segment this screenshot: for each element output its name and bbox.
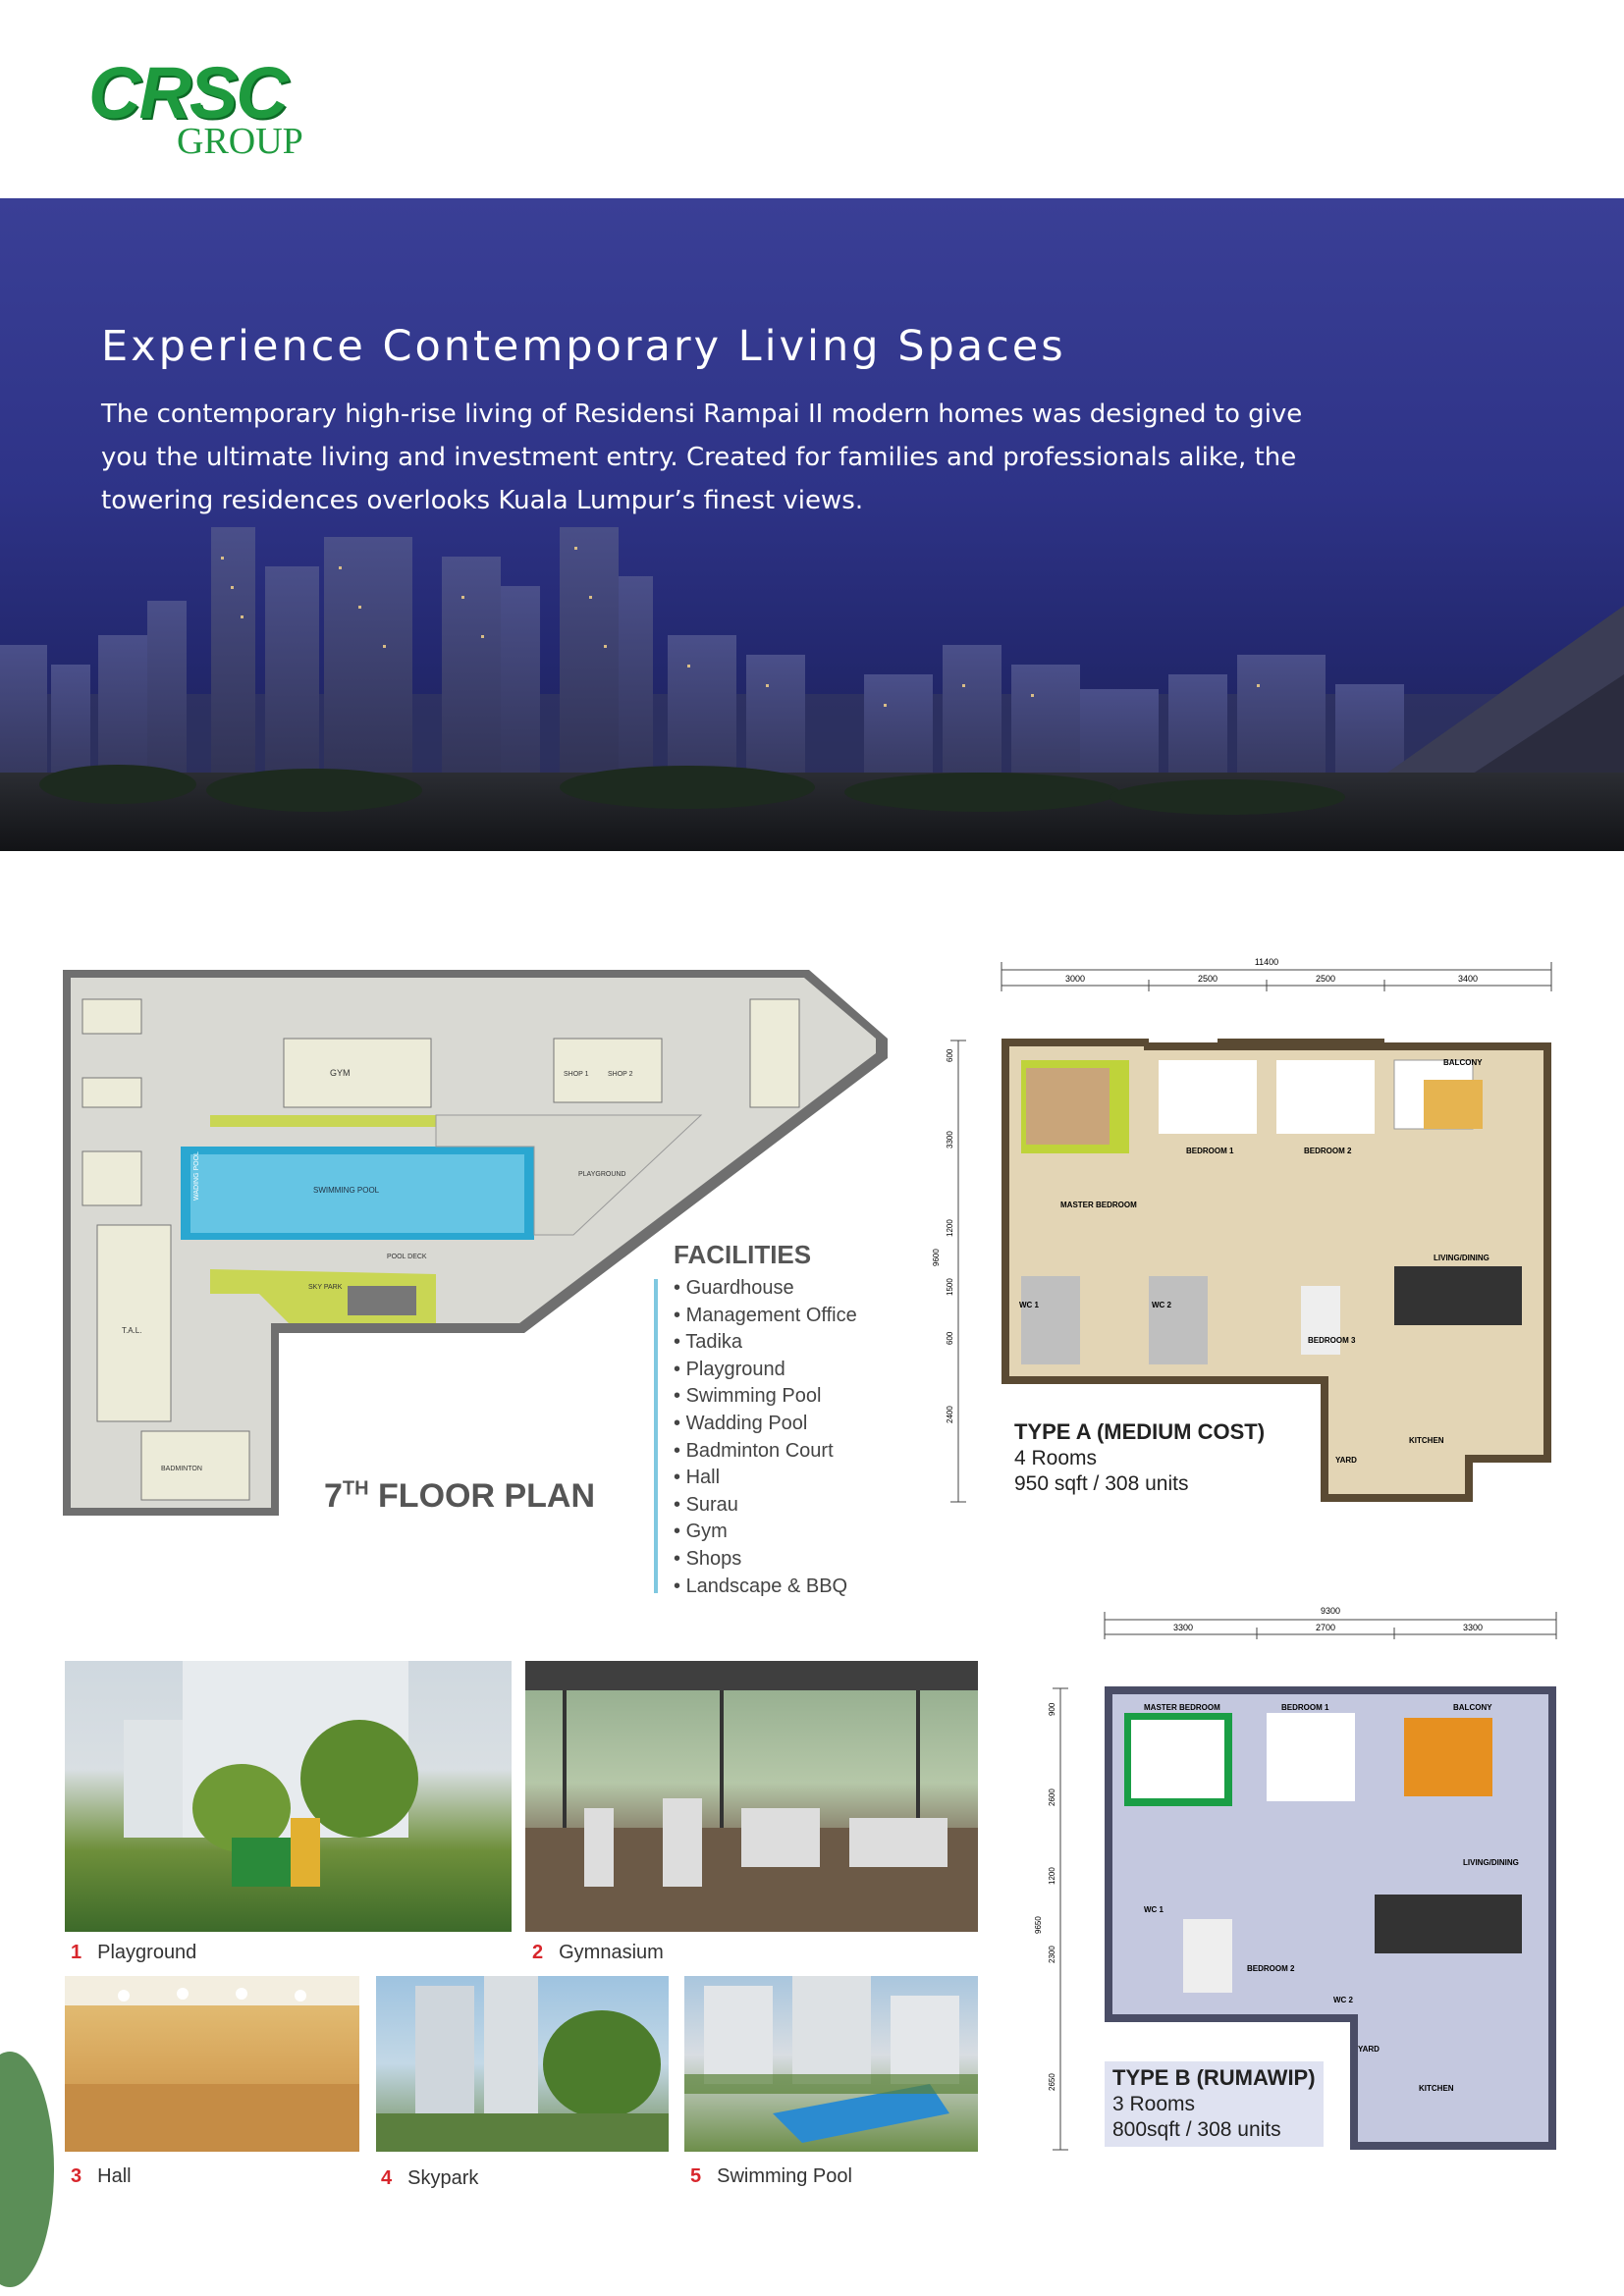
b-room-bedroom1: BEDROOM 1: [1281, 1703, 1329, 1712]
b-dim-left-2: 2600: [1048, 1789, 1056, 1806]
facility-item: • Guardhouse: [674, 1275, 857, 1303]
label-playground: PLAYGROUND: [578, 1171, 626, 1178]
dim-top-total: 11400: [1254, 957, 1279, 967]
facility-item: • Management Office: [674, 1303, 857, 1330]
dim-top-4: 3400: [1457, 974, 1479, 984]
logo-subtitle: GROUP: [177, 121, 303, 162]
b-dim-top-1: 3300: [1172, 1623, 1194, 1632]
b-dim-left-total: 9650: [1034, 1916, 1043, 1934]
b-room-yard: YARD: [1358, 2045, 1380, 2054]
label-wading: WADING POOL: [193, 1151, 200, 1201]
room-master: MASTER BEDROOM: [1060, 1201, 1137, 1209]
label-pooldeck: POOL DECK: [387, 1254, 427, 1260]
b-room-wc2: WC 2: [1333, 1996, 1353, 2004]
floor-plan-title: 7TH FLOOR PLAN: [324, 1477, 596, 1515]
decorative-tree-graphic: [0, 2022, 69, 2296]
unit-a-name: TYPE A (MEDIUM COST): [1014, 1419, 1266, 1444]
dim-top-1: 3000: [1064, 974, 1086, 984]
label-shop1: SHOP 1: [564, 1071, 589, 1078]
b-room-living: LIVING/DINING: [1463, 1858, 1519, 1867]
facility-item: • Tadika: [674, 1329, 857, 1357]
b-room-balcony: BALCONY: [1453, 1703, 1492, 1712]
unit-type-b-plan: [1021, 1600, 1576, 2155]
hero-description: The contemporary high-rise living of Residensi Rampai II modern homes was designed to give you the ultimate living and investment entry. Created for families and professionals alike, the towering residences overlooks Kuala Lumpur’s finest views.: [101, 400, 1303, 515]
caption-gymnasium: 2 Gymnasium: [532, 1942, 664, 1963]
room-bedroom3: BEDROOM 3: [1308, 1336, 1356, 1345]
b-room-master: MASTER BEDROOM: [1144, 1703, 1220, 1712]
caption-playground: 1 Playground: [71, 1942, 197, 1963]
facilities-items: [674, 1275, 857, 1600]
label-gym: GYM: [330, 1068, 351, 1078]
facilities-accent-bar: [654, 1279, 658, 1593]
hero-title: Experience Contemporary Living Spaces: [101, 322, 1066, 371]
facility-item: • Hall: [674, 1465, 857, 1492]
b-room-kitchen: KITCHEN: [1419, 2084, 1454, 2093]
label-skypark: SKY PARK: [308, 1284, 343, 1291]
dim-left-6: 2400: [946, 1406, 954, 1423]
dim-left-5: 600: [946, 1331, 954, 1345]
photo-hall: [65, 1976, 359, 2152]
dim-left-4: 1500: [946, 1278, 954, 1296]
b-dim-top-3: 3300: [1462, 1623, 1484, 1632]
logo-wordmark: CRSC: [88, 52, 287, 133]
unit-a-size: 950 sqft / 308 units: [1014, 1472, 1189, 1495]
caption-skypark: 4 Skypark: [381, 2167, 479, 2189]
caption-hall: 3 Hall: [71, 2165, 132, 2187]
unit-b-label: [1105, 2061, 1324, 2147]
caption-swimming-pool: 5 Swimming Pool: [690, 2165, 852, 2187]
facility-item: • Badminton Court: [674, 1438, 857, 1466]
room-kitchen: KITCHEN: [1409, 1436, 1444, 1445]
dim-top-2: 2500: [1197, 974, 1218, 984]
b-dim-left-1: 900: [1048, 1702, 1056, 1716]
facility-item: • Landscape & BBQ: [674, 1574, 857, 1601]
label-hall: T.A.L.: [122, 1326, 142, 1335]
unit-b-rooms: 3 Rooms: [1112, 2093, 1196, 2115]
unit-type-a-plan: [923, 952, 1571, 1512]
room-bedroom1: BEDROOM 1: [1186, 1147, 1234, 1155]
b-dim-left-5: 2650: [1048, 2073, 1056, 2091]
facility-item: • Playground: [674, 1357, 857, 1384]
dim-left-2: 3300: [946, 1131, 954, 1148]
crsc-logo: [88, 52, 353, 165]
room-wc2: WC 2: [1152, 1301, 1171, 1309]
room-balcony: BALCONY: [1443, 1058, 1483, 1067]
facility-item: • Gym: [674, 1519, 857, 1546]
unit-b-name: TYPE B (RUMAWIP): [1112, 2065, 1316, 2090]
label-badminton: BADMINTON: [161, 1466, 202, 1472]
city-skyline-image: [0, 527, 1624, 851]
dim-left-1: 600: [946, 1048, 954, 1062]
room-yard: YARD: [1335, 1456, 1357, 1465]
unit-a-label: [1006, 1415, 1272, 1501]
facility-item: • Wadding Pool: [674, 1411, 857, 1438]
room-wc1: WC 1: [1019, 1301, 1039, 1309]
photo-skypark: [376, 1976, 669, 2152]
unit-a-rooms: 4 Rooms: [1014, 1447, 1098, 1469]
facilities-title: FACILITIES: [674, 1240, 812, 1269]
facility-item: • Swimming Pool: [674, 1383, 857, 1411]
facility-item: • Surau: [674, 1492, 857, 1520]
dim-left-3: 1200: [946, 1219, 954, 1237]
b-room-wc1: WC 1: [1144, 1905, 1164, 1914]
room-bedroom2: BEDROOM 2: [1304, 1147, 1352, 1155]
photo-swimming-pool: [684, 1976, 978, 2152]
b-dim-left-4: 2300: [1048, 1946, 1056, 1963]
photo-playground: [65, 1661, 512, 1932]
b-dim-top-total: 9300: [1320, 1606, 1341, 1616]
label-pool: SWIMMING POOL: [313, 1186, 380, 1195]
dim-left-total: 9600: [932, 1249, 941, 1266]
hero-banner: [0, 198, 1624, 851]
b-dim-left-3: 1200: [1048, 1867, 1056, 1885]
b-room-bedroom2: BEDROOM 2: [1247, 1964, 1295, 1973]
unit-b-size: 800sqft / 308 units: [1112, 2118, 1281, 2141]
label-shop2: SHOP 2: [608, 1071, 633, 1078]
dim-top-3: 2500: [1315, 974, 1336, 984]
b-dim-top-2: 2700: [1315, 1623, 1336, 1632]
room-living: LIVING/DINING: [1434, 1254, 1489, 1262]
facility-item: • Shops: [674, 1546, 857, 1574]
photo-gymnasium: [525, 1661, 978, 1932]
